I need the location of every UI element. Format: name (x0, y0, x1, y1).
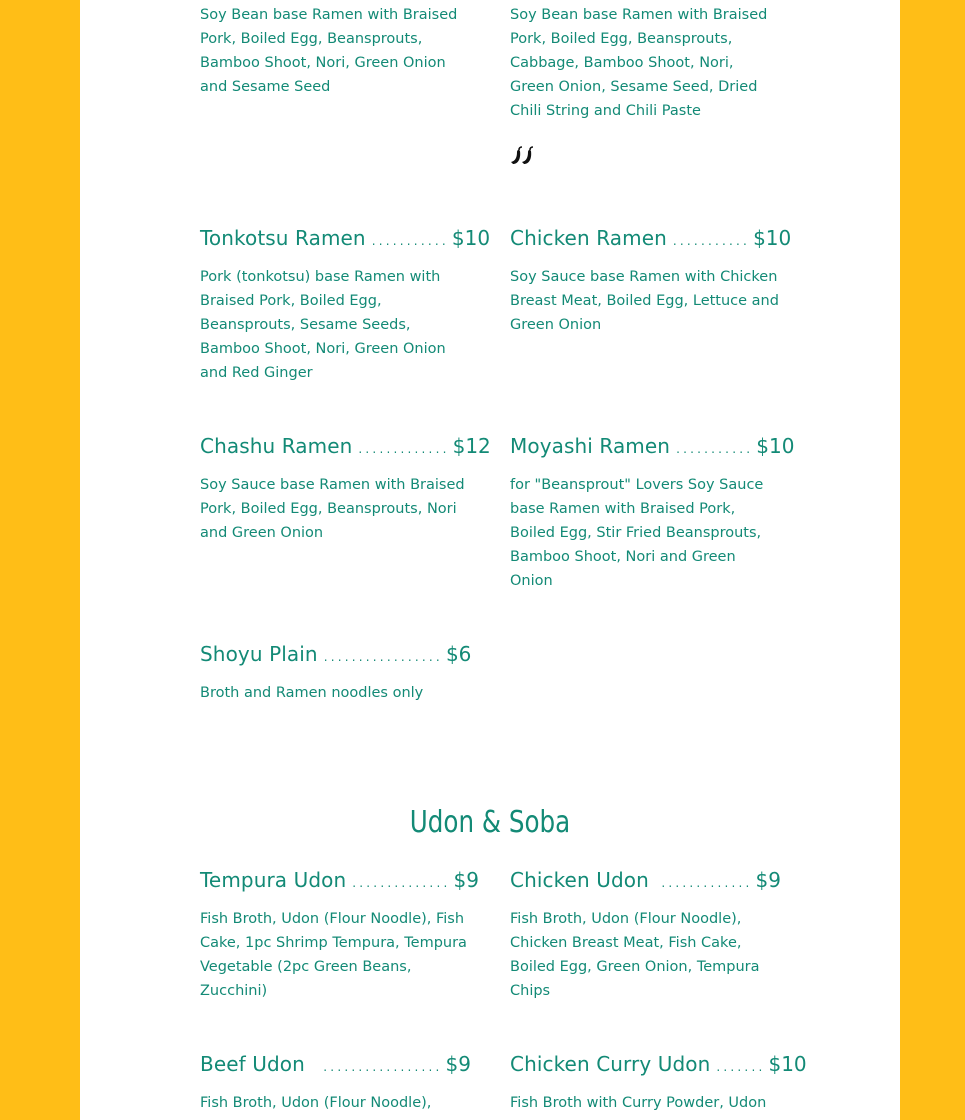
item-description: Fish Broth, Udon (Flour Noodle), Fish Cake, 1pc Shrimp Tempura, Tempura Vegetable (2pc Green Beans, Zucchini) (200, 911, 467, 999)
item-name: Shoyu Plain (200, 642, 318, 666)
item-leader-dots: ............. (661, 876, 753, 890)
item-name: Tonkotsu Ramen (200, 226, 366, 250)
item-description: Soy Sauce base Ramen with Chicken Breast Meat, Boiled Egg, Lettuce and Green Onion (510, 269, 779, 333)
menu-item-chicken-curry-udon (510, 1052, 807, 1115)
item-leader-dots: ........... (672, 234, 751, 248)
item-leader-dots: ....... (716, 1060, 766, 1074)
item-description: Fish Broth with Curry Powder, Udon (510, 1095, 767, 1111)
item-name: Moyashi Ramen (510, 434, 671, 458)
item-name: Tempura Udon (200, 868, 347, 892)
menu-item-chicken-ramen (510, 226, 792, 337)
menu-item-tonkotsu-ramen (200, 226, 491, 385)
item-price: $10 (756, 434, 795, 458)
item-price: $9 (755, 868, 781, 892)
item-name: Chashu Ramen (200, 434, 353, 458)
item-price: $6 (445, 642, 472, 666)
item-description: Soy Bean base Ramen with Braised Pork, Boiled Egg, Beansprouts, Cabbage, Bamboo Shoot, Nori, Green Onion, Sesame Seed, Dried Chili String and Chili Paste (510, 7, 768, 119)
menu-item-shoyu-plain (200, 642, 471, 705)
menu-item-spicy (510, 3, 781, 123)
menu-item-chashu-ramen (200, 434, 491, 545)
item-leader-dots: ............. (358, 442, 450, 456)
item-description: Fish Broth, Udon (Flour Noodle), (200, 1095, 432, 1111)
menu-item-miso (200, 3, 471, 99)
item-leader-dots: ........... (676, 442, 754, 456)
menu-item-tempura-udon (200, 868, 479, 1003)
item-leader-dots: .............. (352, 876, 451, 890)
item-price: $12 (452, 434, 491, 458)
item-price: $10 (753, 226, 792, 250)
item-leader-dots: ................. (323, 1060, 443, 1074)
menu-item-beef-udon (200, 1052, 471, 1115)
item-price: $9 (445, 1052, 471, 1076)
section-title-udon-soba: Udon & Soba (409, 805, 571, 840)
item-description: Soy Bean base Ramen with Braised Pork, Boiled Egg, Beansprouts, Bamboo Shoot, Nori, Green Onion and Sesame Seed (200, 7, 458, 95)
item-description: Fish Broth, Udon (Flour Noodle), Chicken Breast Meat, Fish Cake, Boiled Egg, Green Onion, Tempura Chips (510, 911, 760, 999)
chili-pepper-icon (510, 145, 536, 167)
menu-item-moyashi-ramen (510, 434, 795, 593)
item-description: Broth and Ramen noodles only (200, 685, 424, 701)
item-leader-dots: ................. (323, 650, 443, 664)
item-price: $10 (768, 1052, 807, 1076)
menu-item-chicken-udon (510, 868, 781, 1003)
item-name: Chicken Udon (510, 868, 649, 892)
item-description: Pork (tonkotsu) base Ramen with Braised Pork, Boiled Egg, Beansprouts, Sesame Seeds, Bamboo Shoot, Nori, Green Onion and Red Ginger (200, 269, 446, 381)
item-description: for "Beansprout" Lovers Soy Sauce base Ramen with Braised Pork, Boiled Egg, Stir Fried Beansprouts, Bamboo Shoot, Nori and Green Onion (510, 477, 764, 589)
item-name: Chicken Curry Udon (510, 1052, 711, 1076)
item-name: Chicken Ramen (510, 226, 667, 250)
item-price: $10 (451, 226, 491, 250)
item-description: Soy Sauce base Ramen with Braised Pork, Boiled Egg, Beansprouts, Nori and Green Onion (200, 477, 465, 541)
item-price: $9 (453, 868, 479, 892)
item-leader-dots: ........... (371, 234, 449, 248)
item-name: Beef Udon (200, 1052, 305, 1076)
